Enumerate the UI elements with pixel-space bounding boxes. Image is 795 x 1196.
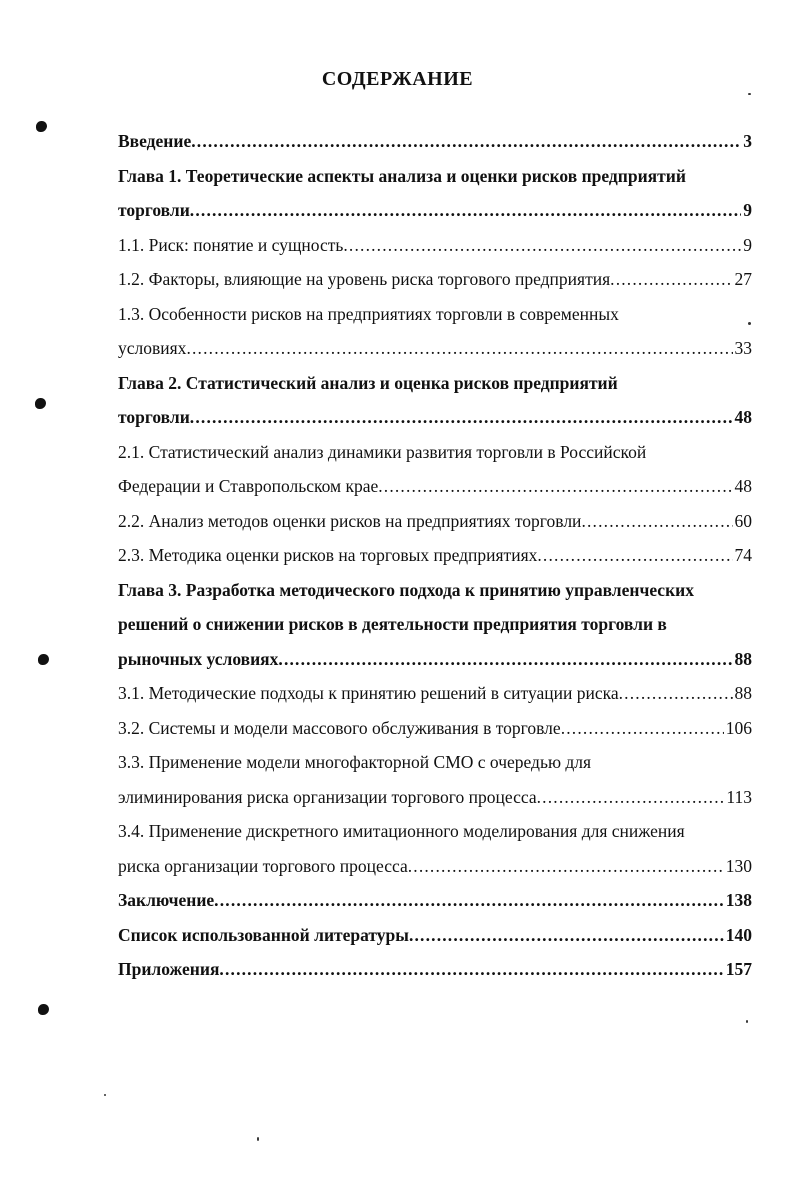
toc-entry-text-line: Глава 3. Разработка методического подхода к принятию управленческих (118, 579, 694, 600)
toc-entry-text-line: торговли (118, 200, 190, 220)
toc-entry-last-line (118, 711, 752, 746)
toc-page-number: 140 (725, 924, 752, 945)
toc-entry (118, 159, 752, 228)
toc-entry-last-line (118, 262, 752, 297)
toc-entry-last-line (118, 124, 752, 159)
toc-entry-last-line (118, 642, 752, 677)
toc-entry-last-line (118, 193, 752, 228)
dot-leader (408, 849, 724, 884)
toc-entry (118, 262, 752, 297)
dot-leader (186, 331, 732, 366)
toc-page-number: 130 (725, 855, 752, 876)
toc-entry (118, 538, 752, 573)
toc-entry-last-line (118, 331, 752, 366)
toc-entry (118, 676, 752, 711)
toc-page-number: 33 (734, 338, 752, 358)
toc-entry-last-line (118, 469, 752, 504)
toc-page-number: 88 (734, 648, 752, 669)
toc-page-number: 138 (725, 890, 752, 910)
page-title: СОДЕРЖАНИЕ (321, 68, 474, 90)
table-of-contents (118, 124, 752, 987)
toc-entry-text-line: 1.2. Факторы, влияющие на уровень риска торгового предприятия (118, 269, 611, 289)
scan-speck (104, 1094, 106, 1096)
toc-page-number: 48 (734, 476, 752, 496)
scan-speck (746, 1020, 748, 1023)
toc-entry-text-line: рыночных условиях (118, 648, 279, 669)
toc-entry-last-line (118, 780, 752, 815)
toc-page-number: 88 (734, 683, 752, 703)
dot-leader (409, 918, 724, 953)
toc-entry-text-line: Глава 2. Статистический анализ и оценка рисков предприятий (118, 372, 618, 393)
toc-entry-text-line: 3.1. Методические подходы к принятию решений в ситуации риска (118, 683, 619, 703)
toc-entry (118, 883, 752, 918)
toc-entry-text-line: Федерации и Ставропольском крае (118, 476, 379, 496)
toc-entry (118, 366, 752, 435)
toc-entry-text-line: 2.3. Методика оценки рисков на торговых предприятиях (118, 545, 538, 565)
toc-entry (118, 124, 752, 159)
toc-entry-text-line: 2.2. Анализ методов оценки рисков на предприятиях торговли (118, 510, 582, 531)
dot-leader (191, 124, 741, 159)
toc-entry-text-line: Список использованной литературы (118, 924, 409, 945)
toc-entry-last-line (118, 538, 752, 573)
toc-page-number: 9 (743, 200, 752, 220)
toc-entry-last-line (118, 952, 752, 987)
scan-speck (748, 93, 751, 95)
toc-entry (118, 952, 752, 987)
toc-page-number: 106 (725, 717, 752, 738)
dot-leader (610, 262, 732, 297)
toc-entry-text-line: Глава 1. Теоретические аспекты анализа и оценки рисков предприятий (118, 165, 686, 186)
dot-leader (343, 228, 741, 263)
toc-page-number: 27 (734, 269, 752, 289)
toc-page-number: 9 (743, 234, 752, 255)
dot-leader (581, 504, 732, 539)
toc-entry-text-line: решений о снижении рисков в деятельности предприятия торговли в (118, 614, 667, 634)
toc-entry-text-line: 1.3. Особенности рисков на предприятиях торговли в современных (118, 303, 619, 324)
toc-entry (118, 228, 752, 263)
punch-hole-mark (36, 121, 47, 132)
toc-entry-last-line (118, 504, 752, 539)
toc-entry-text-line: риска организации торгового процесса (118, 855, 408, 876)
toc-entry-text-line: 3.2. Системы и модели массового обслуживания в торговле (118, 717, 561, 738)
toc-entry-text-line: условиях (118, 338, 187, 358)
dot-leader (561, 711, 724, 746)
toc-entry (118, 745, 752, 814)
toc-entry (118, 814, 752, 883)
toc-entry (118, 435, 752, 504)
toc-page-number: 48 (734, 407, 752, 427)
toc-page-number: 157 (725, 959, 752, 979)
toc-entry-text-line: 3.3. Применение модели многофакторной СМО с очередью для (118, 752, 592, 772)
toc-entry-text-line: торговли (118, 407, 190, 427)
toc-entry-text-line: Приложения (118, 959, 220, 979)
toc-entry-last-line (118, 918, 752, 953)
toc-entry-text-line: Заключение (118, 890, 215, 910)
punch-hole-mark (38, 654, 49, 665)
dot-leader (278, 642, 732, 677)
toc-entry-text-line: 1.1. Риск: понятие и сущность (118, 234, 344, 255)
toc-entry-text-line: 3.4. Применение дискретного имитационного моделирования для снижения (118, 821, 685, 841)
toc-page-number: 74 (734, 545, 752, 565)
toc-page-number: 60 (734, 510, 752, 531)
toc-entry-text-line: Введение (118, 131, 192, 151)
toc-entry (118, 573, 752, 677)
toc-entry-text-line: элиминирования риска организации торгового процесса (118, 786, 537, 807)
dot-leader (537, 780, 725, 815)
toc-entry (118, 504, 752, 539)
toc-entry-last-line (118, 228, 752, 263)
toc-entry-last-line (118, 883, 752, 918)
toc-entry (118, 918, 752, 953)
scan-speck (257, 1137, 259, 1141)
toc-page-number: 3 (743, 131, 752, 151)
toc-entry-text-line: 2.1. Статистический анализ динамики развития торговли в Российской (118, 441, 647, 462)
dot-leader (190, 193, 741, 228)
dot-leader (214, 883, 724, 918)
punch-hole-mark (38, 1004, 49, 1015)
dot-leader (619, 676, 733, 711)
toc-entry-last-line (118, 849, 752, 884)
toc-entry (118, 297, 752, 366)
dot-leader (190, 400, 733, 435)
toc-entry-last-line (118, 400, 752, 435)
dot-leader (219, 952, 723, 987)
scan-speck (748, 322, 751, 325)
dot-leader (537, 538, 732, 573)
toc-page-number: 113 (726, 786, 752, 807)
toc-entry (118, 711, 752, 746)
toc-entry-last-line (118, 676, 752, 711)
punch-hole-mark (35, 398, 46, 409)
dot-leader (378, 469, 732, 504)
